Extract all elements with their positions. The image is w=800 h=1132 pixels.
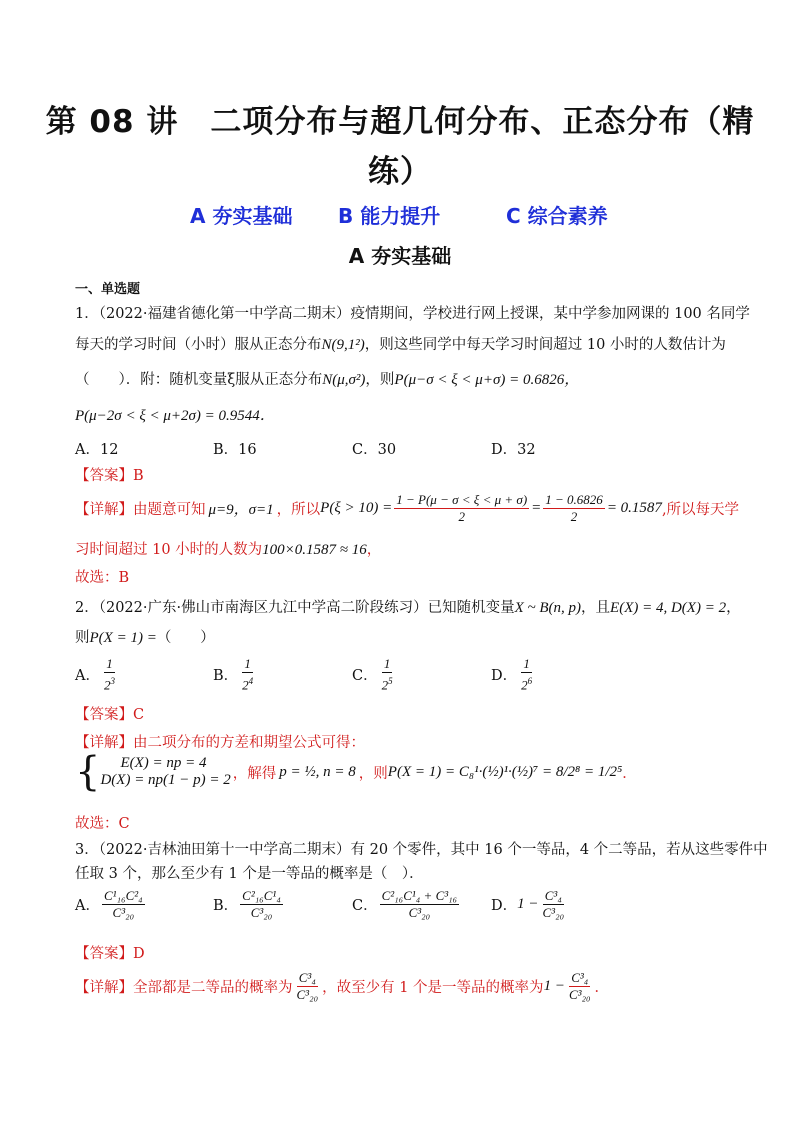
left-brace-icon: { [75,749,101,795]
q2-option-c[interactable]: C． $\frac{1}{2^5}$ [352,656,393,693]
page-title-line1: 第 08 讲 二项分布与超几何分布、正态分布（精 [45,104,755,140]
part-heading: 一、单选题 [75,282,141,297]
q1-line3: （ ）．附：随机变量ξ服从正态分布N(μ,σ²)，则P(μ−σ < ξ < μ+σ) = 0.6826， [75,372,580,388]
q2-detail-system: { E(X) = np = 4 D(X) = np(1 − p) = 2 ，解得 p = ½, n = 8 ，则 P(X = 1) = C₈¹·(½)¹·(½)⁷ = 8/2⁸ = 1/2⁵ ． [75,749,637,795]
q2-answer: 【答案】C [75,707,145,723]
q1-detail-line1: 【详解】 由题意可知 μ=9，σ=1 ，所以 P(ξ > 10) = $\frac{1 - P(\mu - \sigma < \xi < \mu + \sigma)}{2}$ = $\frac{1 - 0.6826}{2}$ = 0.1587 ,所以每天学 [75,492,740,524]
q3-line1: 3．（2022·吉林油田第十一中学高二期末）有 20 个零件，其中 16 个一等品，4 个二等品，若从这些零件中 [75,842,768,858]
q1-option-d[interactable]: D．32 [491,442,536,458]
q3-option-d[interactable]: D． 1 − $\frac{\text{C³₄}}{\text{C³₂₀}}$ [491,888,565,920]
q2-line2: 则P(X = 1) =（ ） [75,630,215,646]
q1-line1: 1．（2022·福建省德化第一中学高二期末）疫情期间，学校进行网上授课，某中学参加网课的 100 名同学 [75,306,750,322]
q1-detail-line2: 习时间超过 10 小时的人数为100×0.1587 ≈ 16， [75,542,382,558]
q2-detail-line1: 【详解】由二项分布的方差和期望公式可得： [75,735,365,751]
q3-option-b[interactable]: B． $\frac{\text{C²₁₆C¹₄}}{\text{C³₂₀}}$ [213,888,281,920]
q3-detail: 【详解】 全部都是二等品的概率为 $\frac{\text{C³₄}}{\text{C³₂₀}}$ ，故至少有 1 个是一等品的概率为 1 − $\frac{\text{C³₄}}{\text{C³₂₀}}$ ． [75,970,610,1002]
q2-option-d[interactable]: D． $\frac{1}{2^6}$ [491,656,533,693]
nav-link-c[interactable]: C 综合素养 [506,204,608,228]
nav-link-a[interactable]: A 夯实基础 [190,204,293,228]
q1-option-c[interactable]: C．30 [352,442,397,458]
q3-option-a[interactable]: A． $\frac{\text{C¹₁₆C²₄}}{\text{C³₂₀}}$ [75,888,143,920]
q2-option-a[interactable]: A． $\frac{1}{2^3}$ [75,656,115,693]
q1-conclusion: 故选：B [75,570,130,586]
q1-option-a[interactable]: A．12 [75,442,119,458]
q2-option-b[interactable]: B． $\frac{1}{2^4}$ [213,656,254,693]
nav-link-b[interactable]: B 能力提升 [338,204,441,228]
page-title-line2: 练） [368,154,432,190]
q2-conclusion: 故选：C [75,816,130,832]
q1-line2: 每天的学习时间（小时）服从正态分布N(9,1²)，则这些同学中每天学习时间超过 10 小时的人数估计为 [75,337,726,353]
q1-option-b[interactable]: B．16 [213,442,257,458]
q1-answer: 【答案】B [75,468,144,484]
q3-answer: 【答案】D [75,946,145,962]
q3-option-c[interactable]: C． $\frac{\text{C²₁₆C¹₄ + C³₁₆}}{\text{C³₂₀}}$ [352,888,458,920]
q2-line1: 2．（2022·广东·佛山市南海区九江中学高二阶段练习）已知随机变量X ~ B(n, p)，且E(X) = 4, D(X) = 2， [75,600,741,616]
q3-line2: 任取 3 个，那么至少有 1 个是一等品的概率是（ ）． [75,866,424,882]
q1-line4: P(μ−2σ < ξ < μ+2σ) = 0.9544． [75,408,275,424]
section-heading-a: A 夯实基础 [348,244,452,268]
